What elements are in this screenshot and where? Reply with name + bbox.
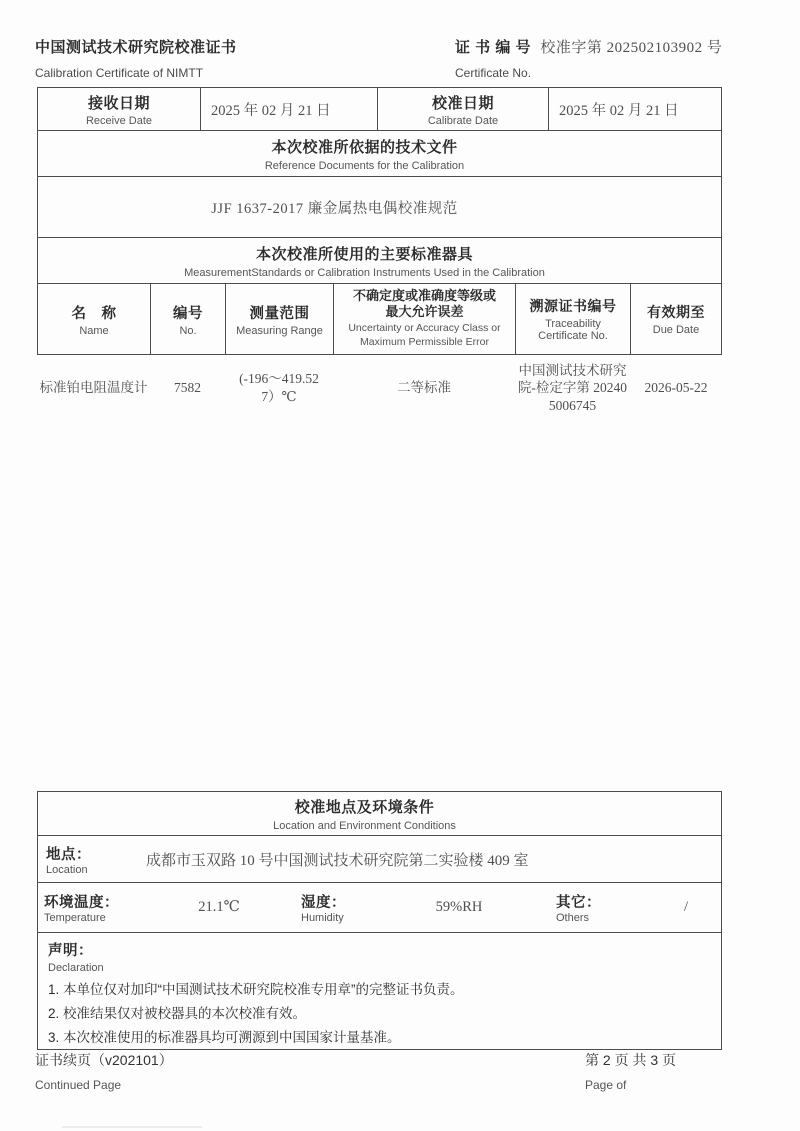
certificate-number-line: [455, 36, 765, 57]
page-footer: [35, 1050, 765, 1092]
others-value: /: [683, 899, 689, 915]
declaration-item-3: 3. 本次校准使用的标准器具均可溯源到中国国家计量基准。: [48, 1030, 401, 1045]
reference-document-text: JJF 1637-2017 廉金属热电偶校准规范: [211, 200, 458, 217]
location-row: [38, 836, 721, 883]
column-uncertainty-zh-line2: 最大允许误差: [385, 304, 464, 320]
column-header-duedate: [631, 284, 721, 354]
calibrate-date-label-cell: [378, 88, 549, 130]
declaration-label-en: Declaration: [48, 962, 104, 974]
declaration-item-2: 2. 校准结果仅对被校器具的本次校准有效。: [48, 1006, 307, 1021]
reference-title-row: [38, 131, 721, 177]
column-no-zh: 编号: [173, 305, 203, 322]
page-header: [35, 36, 765, 80]
column-name-en: Name: [79, 324, 109, 337]
column-uncertainty-en-line2: Maximum Permissible Error: [360, 336, 489, 349]
column-header-uncertainty: [334, 284, 516, 354]
instrument-no: 7582: [174, 380, 201, 396]
footer-left-block: [35, 1050, 173, 1092]
column-duedate-zh: 有效期至: [647, 304, 705, 320]
reference-document-cell: [38, 177, 721, 237]
instrument-range-line2: 7）℃: [261, 389, 297, 404]
standards-title-zh: 本次校准所使用的主要标准器具: [255, 245, 473, 263]
declaration-item-1: 1. 本单位仅对加印“中国测试技术研究院校准专用章”的完整证书负责。: [48, 982, 464, 997]
temperature-label-zh: 环境温度：: [44, 895, 119, 911]
instrument-name-cell: [37, 356, 150, 420]
instrument-traceability-line3: 5006745: [548, 397, 597, 413]
issuer-title-block: [35, 36, 237, 80]
instrument-no-cell: [150, 356, 225, 420]
others-label-zh: 其它：: [556, 895, 601, 911]
footer-right-block: [585, 1050, 765, 1092]
others-label-block: [524, 883, 651, 932]
reference-title-en: Reference Documents for the Calibration: [264, 159, 465, 172]
environment-row: [38, 883, 721, 933]
column-range-en: Measuring Range: [236, 324, 323, 337]
instrument-traceability-line1: 中国测试技术研究: [518, 362, 627, 378]
calibrate-date-value: 2025 年 02 月 21 日: [559, 102, 679, 119]
instrument-uncertainty-cell: [333, 356, 515, 420]
instrument-duedate: 2026-05-22: [644, 380, 708, 396]
instrument-duedate-cell: [630, 356, 722, 420]
standards-title-cell: [38, 238, 721, 283]
column-uncertainty-zh-line1: 不确定度或准确度等级或: [352, 288, 496, 304]
main-table: [37, 87, 722, 355]
column-name-zh: 名 称: [71, 305, 117, 322]
environment-title-row: [38, 792, 721, 836]
page-number-en: Page of: [585, 1078, 627, 1092]
others-value-cell: [651, 883, 721, 932]
humidity-label-block: [284, 883, 394, 932]
reference-title-zh: 本次校准所依据的技术文件: [271, 138, 458, 156]
column-traceability-en-line2: Certificate No.: [538, 330, 608, 342]
issuer-title-zh: 中国测试技术研究院校准证书: [35, 39, 237, 56]
reference-document-row: [38, 177, 721, 238]
continued-page-en: Continued Page: [35, 1078, 122, 1092]
column-traceability-en-line1: Traceability: [545, 318, 601, 330]
environment-title-cell: [38, 792, 721, 835]
standards-header-row: [38, 284, 721, 354]
location-value: 成都市玉双路 10 号中国测试技术研究院第二实验楼 409 室: [146, 852, 529, 869]
dates-row: [38, 88, 721, 131]
column-header-range: [226, 284, 334, 354]
column-traceability-zh: 溯源证书编号: [529, 298, 617, 314]
others-label-en: Others: [556, 912, 590, 924]
location-label-en: Location: [46, 863, 88, 876]
certificate-number-label-zh: 证 书 编 号: [455, 39, 532, 56]
humidity-value: 59%RH: [435, 899, 483, 915]
declaration-label-zh: 声明：: [48, 943, 93, 959]
column-header-name: [38, 284, 151, 354]
column-no-en: No.: [179, 324, 197, 337]
column-header-no: [151, 284, 226, 354]
standards-title-en: MeasurementStandards or Calibration Instruments Used in the Calibration: [184, 266, 545, 279]
receive-date-label-cell: [38, 88, 201, 130]
location-value-cell: [146, 849, 721, 870]
certificate-number-label-en: Certificate No.: [455, 66, 532, 80]
humidity-value-cell: [394, 883, 524, 932]
receive-date-label-zh: 接收日期: [87, 94, 150, 112]
scan-smudge: [62, 1126, 202, 1128]
reference-title-cell: [38, 131, 721, 176]
environment-table: [37, 791, 722, 1050]
humidity-label-en: Humidity: [301, 912, 344, 924]
temperature-value: 21.1℃: [198, 899, 240, 915]
column-uncertainty-en-line1: Uncertainty or Accuracy Class or: [348, 321, 501, 334]
instrument-uncertainty: 二等标准: [397, 380, 451, 396]
continued-page-zh: 证书续页（v202101）: [35, 1052, 173, 1068]
location-label-block: [38, 843, 146, 876]
instrument-traceability-line2: 院-检定字第 20240: [517, 380, 628, 396]
instrument-range-line1: (-196～419.52: [239, 371, 319, 387]
instrument-name: 标准铂电阻温度计: [39, 380, 148, 396]
location-label-zh: 地点：: [46, 846, 91, 863]
receive-date-value: 2025 年 02 月 21 日: [211, 102, 331, 119]
certificate-number-value: 校准字第 202502103902 号: [540, 40, 723, 56]
calibrate-date-label-zh: 校准日期: [431, 94, 494, 112]
temperature-label-en: Temperature: [44, 912, 106, 924]
page-number-zh: 第 2 页 共 3 页: [585, 1052, 677, 1068]
receive-date-label-en: Receive Date: [85, 114, 153, 127]
instrument-row: [37, 356, 722, 420]
temperature-label-block: [38, 883, 154, 932]
instrument-range-cell: [225, 356, 333, 420]
standards-title-row: [38, 238, 721, 284]
humidity-label-zh: 湿度：: [301, 895, 346, 911]
column-range-zh: 测量范围: [249, 305, 310, 322]
declaration-row: [38, 933, 721, 1049]
certificate-number-block: [455, 36, 765, 80]
issuer-title-en: Calibration Certificate of NIMTT: [35, 66, 204, 80]
receive-date-value-cell: [201, 88, 378, 130]
instrument-traceability-cell: [515, 356, 630, 420]
column-duedate-en: Due Date: [652, 324, 700, 336]
temperature-value-cell: [154, 883, 284, 932]
environment-title-zh: 校准地点及环境条件: [294, 798, 435, 816]
calibrate-date-value-cell: [549, 88, 721, 130]
column-header-traceability: [516, 284, 631, 354]
environment-title-en: Location and Environment Conditions: [273, 819, 456, 832]
calibrate-date-label-en: Calibrate Date: [427, 114, 499, 127]
